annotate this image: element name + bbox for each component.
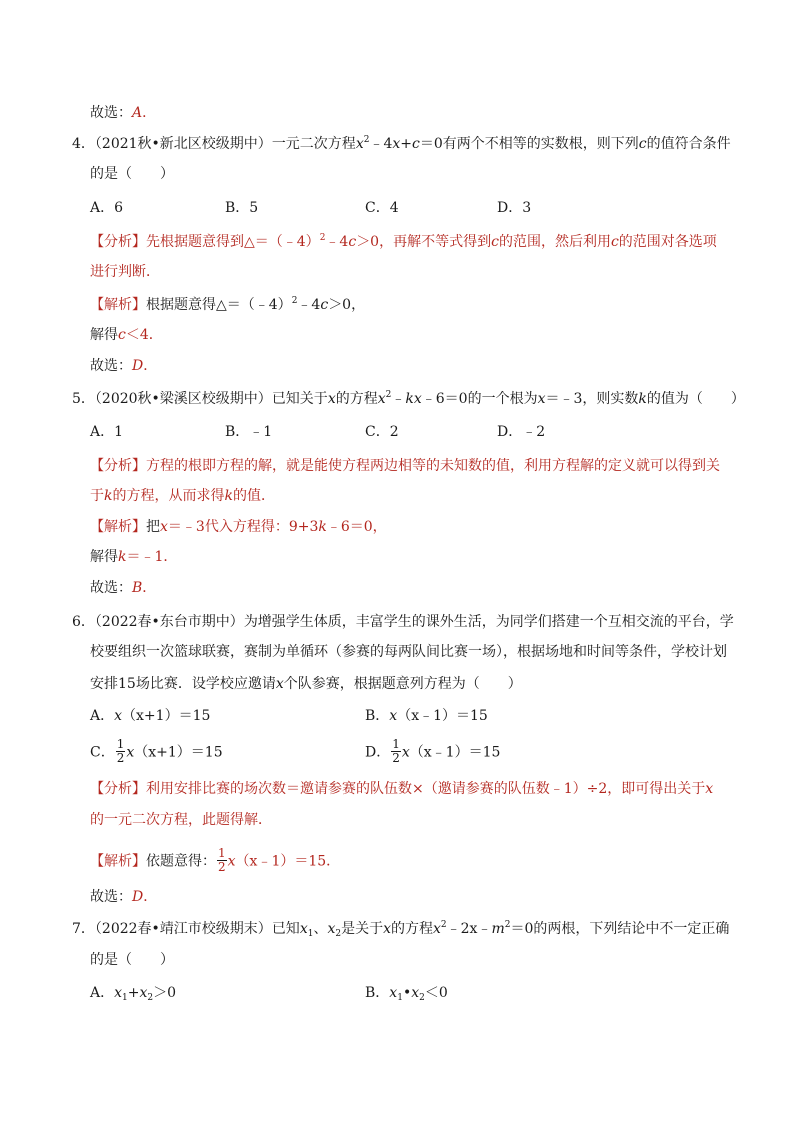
q6-source: （2022春•东台市期中） [94,614,244,630]
q6-option-c: C． $\frac{1}{2}$ x（x+1）＝15 [90,737,223,765]
q4-stem-line-1: 4．（2021秋•新北区校级期中）一元二次方程$x^2﹣4x+c=0$有两个不相等的实数根，则下列c的值符合条件 [72,135,731,152]
q5-solved: 解得k＝﹣1． [90,549,178,565]
q6-option-d: D． $\frac{1}{2}$ x（x﹣1）＝15 [365,737,501,765]
q4-analysis-line-2: 进行判断． [90,264,160,280]
q6-stem-line-1: 6．（2022春•东台市期中）为增强学生体质，丰富学生的课外生活，为同学们搭建一个互相交流的平台，学 [72,614,734,630]
q5-analysis-line-2: 于k的方程，从而求得k的值． [90,488,275,504]
q6-stem-line-3: 安排15场比赛．设学校应邀请x个队参赛，根据题意列方程为（ ） [90,676,522,692]
q6-answer: 故选：D． [90,889,158,905]
q5-option-b: B．﹣1 [225,424,273,440]
q6-stem-line-2: 校要组织一次篮球联赛，赛制为单循环（参赛的每两队间比赛一场），根据场地和时间等条件，学校计划 [90,644,727,660]
q7-stem-line-2: 的是（ ） [90,952,174,968]
q7-option-b: B．$x_1•x_2<0$ [365,985,448,1003]
q6-option-a: A．x（x+1）＝15 [90,708,211,724]
q4-stem-line-2: 的是（ ） [90,166,174,182]
q4-option-c: C．4 [365,200,399,216]
solution-tag: 【解析】 [90,297,146,313]
q5-answer: 故选：B． [90,580,157,596]
q5-number: 5． [72,391,95,407]
q6-solution: 【解析】依题意得： $\frac{1}{2}$ x（x﹣1）＝15． [90,846,341,874]
q5-option-d: D．﹣2 [497,424,546,440]
q4-number: 4． [72,136,95,152]
fraction-one-half: $\frac{1}{2}$ [116,737,125,765]
q7-stem-line-1: 7．（2022春•靖江市校级期末）已知$x_1$、$x_2$是关于x的方程$x^2﹣2x﹣m^2=0$的两根，下列结论中不一定正确 [72,920,730,939]
q5-option-a: A．1 [90,424,124,440]
q7-option-a: A．$x_1+x_2>0$ [90,985,177,1003]
q4-option-b: B．5 [225,200,259,216]
analysis-tag: 【分析】 [90,234,146,250]
q4-answer: 故选：D． [90,358,158,374]
q6-number: 6． [72,614,95,630]
q6-analysis-line-1: 【分析】利用安排比赛的场次数＝邀请参赛的队伍数×（邀请参赛的队伍数﹣1）÷2，即可得出关于x [90,781,714,797]
q5-analysis-line-1: 【分析】方程的根即方程的解，就是能使方程两边相等的未知数的值，利用方程解的定义就可以得到关 [90,458,720,474]
fraction-one-half: $\frac{1}{2}$ [392,737,400,765]
q4-option-d: D．3 [497,200,532,216]
q6-analysis-line-2: 的一元二次方程，此题得解． [90,812,272,828]
q4-solution: 【解析】根据题意得△＝（﹣4）$^2$﹣4c＞0， [90,296,366,313]
q4-analysis-line-1: 【分析】先根据题意得到△＝（﹣4）$^2$﹣4c＞0，再解不等式得到c的范围，然后利用c的范围对各选项 [90,233,717,250]
q7-number: 7． [72,921,95,937]
q4-source: （2021秋•新北区校级期中） [94,136,272,152]
fraction-one-half: $\frac{1}{2}$ [218,846,226,874]
q5-stem: 5．（2020秋•梁溪区校级期中）已知关于x的方程$x^2﹣kx﹣6=0$的一个根为x＝﹣3，则实数k的值为（ ） [72,390,745,407]
q5-source: （2020秋•梁溪区校级期中） [94,391,272,407]
q4-solved: 解得c＜4． [90,327,163,343]
q7-source: （2022春•靖江市校级期末） [94,921,272,937]
q4-option-a: A．6 [90,200,124,216]
q5-option-c: C．2 [365,424,399,440]
q5-solution: 【解析】把x＝﹣3代入方程得：9+3k﹣6＝0， [90,519,387,535]
q6-option-b: B．x（x﹣1）＝15 [365,708,488,724]
q3-answer: 故选：A． [90,105,157,121]
